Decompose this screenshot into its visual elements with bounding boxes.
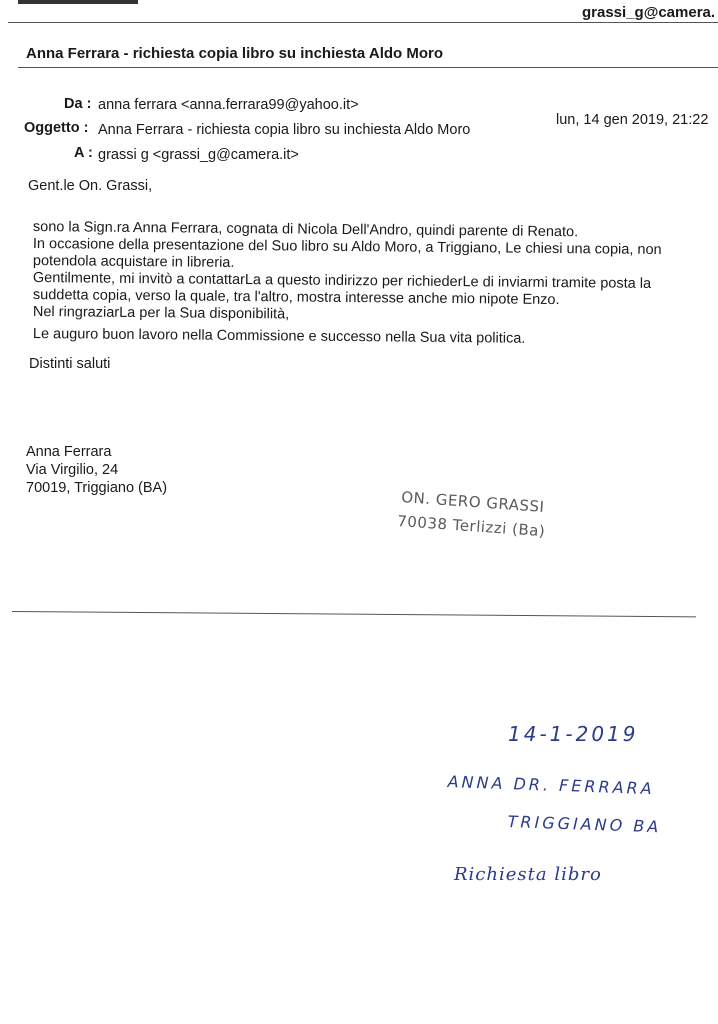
body-line: potendola acquistare in libreria. [32,253,235,271]
from-value: anna ferrara <anna.ferrara99@yahoo.it> [98,97,359,113]
handwritten-place: TRIGGIANO BA [507,812,662,837]
top-edge-mark [18,0,138,4]
closing: Distinti saluti [29,356,111,372]
subject-label: Oggetto : [24,120,89,136]
signature-name: Anna Ferrara [26,444,112,460]
from-label: Da : [64,96,92,112]
to-label: A : [74,145,93,161]
to-value: grassi g <grassi_g@camera.it> [98,147,299,163]
body-line: In occasione della presentazione del Suo libro su Aldo Moro, a Triggiano, Le chiesi una copia, non [32,236,662,259]
body-line: Gentilmente, mi invitò a contattarLa a questo indirizzo per richiederLe di inviarmi tramite posta la [32,270,652,292]
stamp-line-name: ON. GERO GRASSI [400,488,545,516]
handwritten-note-text: Richiesta libro [454,864,602,885]
handwritten-name: ANNA DR. FERRARA [447,772,655,799]
bottom-rule [12,611,696,617]
signature-city: 70019, Triggiano (BA) [26,480,168,496]
body-line: sono la Sign.ra Anna Ferrara, cognata di Nicola Dell'Andro, quindi parente di Renato. [32,219,579,241]
body-line: Le auguro buon lavoro nella Commissione e successo nella Sua vita politica. [32,326,526,347]
page-title: Anna Ferrara - richiesta copia libro su inchiesta Aldo Moro [26,45,444,62]
title-rule [18,67,718,68]
stamp-line-city: 70038 Terlizzi (Ba) [396,512,546,541]
handwritten-date: 14-1-2019 [508,722,639,746]
subject-value: Anna Ferrara - richiesta copia libro su inchiesta Aldo Moro [98,122,471,138]
greeting: Gent.le On. Grassi, [28,178,153,194]
body-line: Nel ringraziarLa per la Sua disponibilità, [32,304,290,323]
body-line: suddetta copia, verso la quale, tra l'altro, mostra interesse anche mio nipote Enzo. [32,287,560,309]
top-rule [8,22,718,23]
account-name: grassi_g@camera. [582,4,716,21]
email-date: lun, 14 gen 2019, 21:22 [556,112,709,128]
signature-street: Via Virgilio, 24 [26,462,119,478]
